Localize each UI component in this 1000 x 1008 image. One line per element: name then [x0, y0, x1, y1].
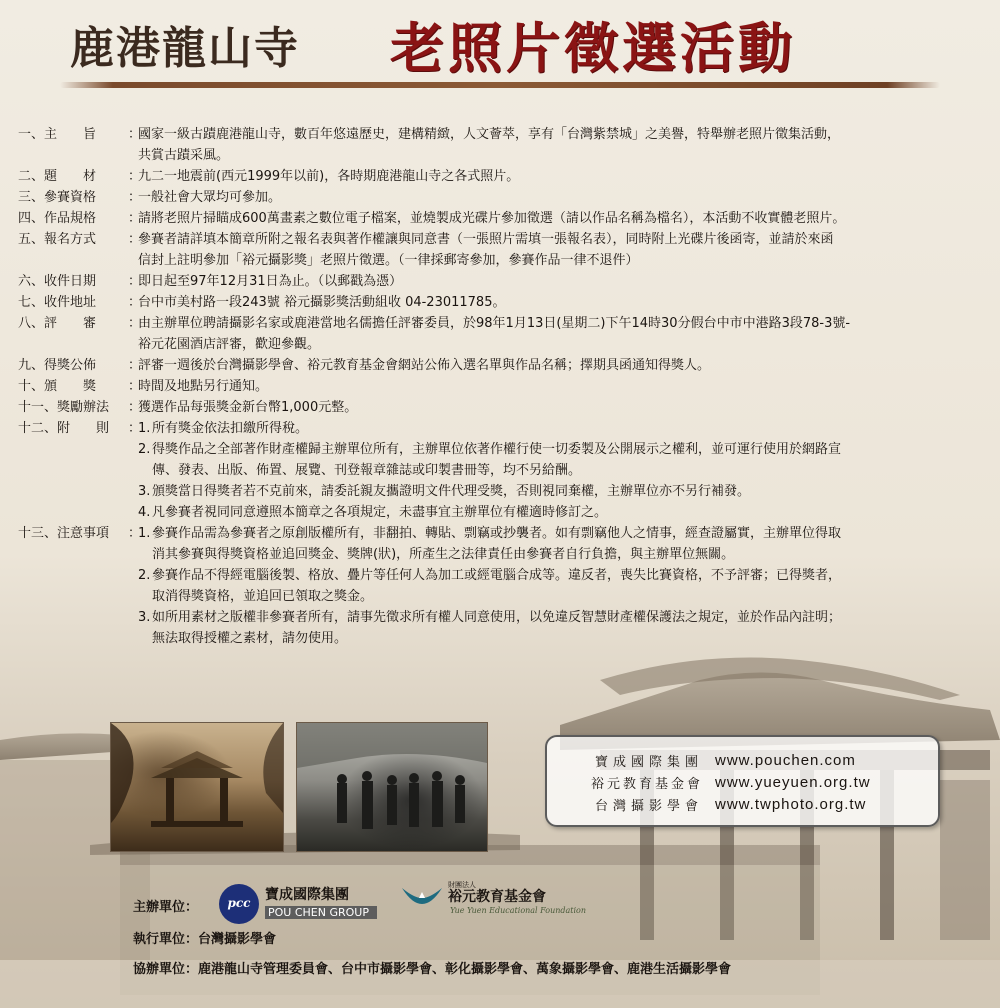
- rule-row: [18, 292, 988, 313]
- rule-row: [18, 187, 988, 208]
- co-value: 鹿港龍山寺管理委員會、台中市攝影學會、彰化攝影學會、萬象攝影學會、鹿港生活攝影學會: [198, 962, 732, 977]
- rule-text: [138, 376, 988, 397]
- rule-colon: ：: [128, 274, 142, 289]
- yue-yuen-name: 裕元教育基金會: [448, 889, 546, 905]
- rule-row: [18, 208, 988, 229]
- item-line: 無法取得授權之素材，請勿使用。: [152, 631, 348, 646]
- pou-chen-logo-text: pcc: [227, 896, 251, 910]
- notes-item: [138, 523, 988, 565]
- website-org: 台灣攝影學會: [594, 798, 703, 814]
- rule-line: 時間及地點另行通知。: [138, 379, 269, 394]
- rule-label: 十一、獎勵辦法: [18, 400, 110, 415]
- rule-colon: ：: [128, 295, 142, 310]
- appendix-label: 十二、附 則: [18, 421, 110, 436]
- rule-line: 國家一級古蹟鹿港龍山寺，數百年悠遠歷史，建構精緻，人文薈萃，享有「台灣紫禁城」之美譽，特舉辦老照片徵集活動，: [138, 127, 841, 142]
- yue-yuen-logo: [400, 884, 444, 916]
- item-text: [152, 481, 988, 502]
- appendix-item: [138, 481, 988, 502]
- header: [0, 0, 1000, 80]
- rule-text: [138, 187, 988, 208]
- rule-line: 裕元花園酒店評審，歡迎參觀。: [138, 337, 321, 352]
- website-row: [547, 749, 938, 771]
- rule-line: 獲選作品每張獎金新台幣1,000元整。: [138, 400, 358, 415]
- rule-row: [18, 376, 988, 397]
- notes-item: [138, 565, 988, 607]
- rule-label: 七、收件地址: [18, 295, 97, 310]
- rule-text: [138, 397, 988, 418]
- rule-row: [18, 271, 988, 292]
- item-text: [152, 523, 988, 565]
- old-photo-crowd-at-temple: [296, 722, 488, 852]
- rule-colon: ：: [128, 127, 142, 142]
- rule-text: [138, 355, 988, 376]
- rule-label: 九、得獎公佈: [18, 358, 97, 373]
- rule-text: [138, 292, 988, 313]
- exec-unit: [133, 928, 276, 947]
- item-text: [152, 565, 988, 607]
- rule-text: [138, 208, 988, 229]
- notes-item: [138, 607, 988, 649]
- rule-line: 評審一週後於台灣攝影學會、裕元教育基金會網站公佈入選名單與作品名稱；擇期具函通知得獎人。: [138, 358, 711, 373]
- rule-colon: ：: [128, 379, 142, 394]
- rule-label: 八、評 審: [18, 316, 97, 331]
- title-event-name: 老照片徵選活動: [390, 16, 796, 80]
- rule-row: [18, 124, 988, 166]
- rules-list: [18, 124, 988, 649]
- item-text: [152, 439, 988, 481]
- rule-colon: ：: [128, 400, 142, 415]
- item-number: 3.: [138, 484, 151, 499]
- rule-colon: ：: [128, 526, 142, 541]
- notes-items: [138, 523, 988, 649]
- rule-line: 由主辦單位聘請攝影名家或鹿港當地名儒擔任評審委員，於98年1月13日(星期二)下午14時30分假台中市中港路3段78-3號-: [138, 316, 851, 331]
- appendix-section: [18, 418, 988, 523]
- rule-label: 六、收件日期: [18, 274, 97, 289]
- rule-text: [138, 124, 988, 166]
- rule-line: 信封上註明參加「裕元攝影獎」老照片徵選。（一律採郵寄參加，參賽作品一律不退件）: [138, 253, 639, 268]
- website-url[interactable]: www.pouchen.com: [715, 751, 856, 769]
- rule-row: [18, 355, 988, 376]
- co-label: 協辦單位：: [133, 962, 199, 977]
- item-number: 1.: [138, 421, 151, 436]
- item-number: 4.: [138, 505, 151, 520]
- rule-text: [138, 166, 988, 187]
- header-brush-underline: [60, 82, 940, 88]
- exec-value: 台灣攝影學會: [198, 932, 277, 947]
- rule-label: 一、主 旨: [18, 127, 97, 142]
- rule-line: 即日起至97年12月31日為止。（以郵戳為憑）: [138, 274, 403, 289]
- website-url[interactable]: www.twphoto.org.tw: [715, 795, 867, 813]
- item-line: 參賽作品需為參賽者之原創版權所有，非翻拍、轉貼、剽竊或抄襲者。如有剽竊他人之情事，經查證屬實，主辦單位得取: [152, 526, 842, 541]
- item-number: 3.: [138, 610, 151, 625]
- rule-line: 參賽者請詳填本簡章所附之報名表與著作權讓與同意書（一張照片需填一張報名表），同時附上光碟片後函寄，並請於來函: [138, 232, 834, 247]
- website-org: 裕元教育基金會: [590, 776, 703, 792]
- old-photo-temple-pavilion: [110, 722, 284, 852]
- websites-box: [545, 735, 940, 827]
- rule-colon: ：: [128, 190, 142, 205]
- rule-row: [18, 397, 988, 418]
- pou-chen-english-name: POU CHEN GROUP: [265, 906, 377, 919]
- website-row: [547, 771, 938, 793]
- item-number: 2.: [138, 568, 151, 583]
- rule-line: 一般社會大眾均可參加。: [138, 190, 282, 205]
- item-line: 參賽作品不得經電腦後製、格放、疊片等任何人為加工或經電腦合成等。違反者，喪失比賽資格，不予評審；已得獎者，: [152, 568, 842, 583]
- item-line: 消其參賽與得獎資格並追回獎金、獎牌(狀)，所產生之法律責任由參賽者自行負擔，與主辦單位無關。: [152, 547, 735, 562]
- rule-colon: ：: [128, 211, 142, 226]
- item-number: 1.: [138, 526, 151, 541]
- rule-row: [18, 313, 988, 355]
- rule-row: [18, 229, 988, 271]
- notes-label: 十三、注意事項: [18, 526, 110, 541]
- host-label: 主辦單位：: [133, 900, 199, 915]
- exec-label: 執行單位：: [133, 932, 199, 947]
- appendix-items: [138, 418, 988, 523]
- item-line: 傳、發表、出版、佈置、展覽、刊登報章雜誌或印製書冊等，均不另給酬。: [152, 463, 582, 478]
- item-line: 得獎作品之全部著作財產權歸主辦單位所有，主辦單位依著作權行使一切委製及公開展示之權利，並可運行使用於網路宣: [152, 442, 842, 457]
- rule-label: 三、參賽資格: [18, 190, 97, 205]
- rule-colon: ：: [128, 316, 142, 331]
- website-row: [547, 793, 938, 815]
- rule-label: 十、頒 獎: [18, 379, 97, 394]
- rule-text: [138, 313, 988, 355]
- rule-colon: ：: [128, 169, 142, 184]
- item-number: 2.: [138, 442, 151, 457]
- item-text: [152, 418, 988, 439]
- yue-yuen-prefix: 財團法人: [448, 881, 476, 889]
- website-url[interactable]: www.yueyuen.org.tw: [715, 773, 871, 791]
- rule-label: 五、報名方式: [18, 232, 97, 247]
- rule-text: [138, 271, 988, 292]
- rule-colon: ：: [128, 232, 142, 247]
- rule-line: 共賞古蹟采風。: [138, 148, 230, 163]
- item-line: 凡參賽者視同同意遵照本簡章之各項規定，未盡事宜主辦單位有權適時修訂之。: [152, 505, 608, 520]
- pou-chen-logo: [219, 884, 259, 924]
- notes-section: [18, 523, 988, 649]
- appendix-item: [138, 502, 988, 523]
- appendix-item: [138, 439, 988, 481]
- rule-row: [18, 166, 988, 187]
- rule-line: 請將老照片掃瞄成600萬畫素之數位電子檔案，並燒製成光碟片參加徵選（請以作品名稱為檔名），本活動不收實體老照片。: [138, 211, 846, 226]
- rule-line: 台中市美村路一段243號 裕元攝影獎活動組收 04-23011785。: [138, 295, 506, 310]
- rule-label: 二、題 材: [18, 169, 97, 184]
- title-temple-name: 鹿港龍山寺: [70, 23, 300, 74]
- yue-yuen-english-name: Yue Yuen Educational Foundation: [450, 906, 587, 915]
- rule-line: 九二一地震前(西元1999年以前)，各時期鹿港龍山寺之各式照片。: [138, 169, 520, 184]
- rule-colon: ：: [128, 421, 142, 436]
- pou-chen-name: 寶成國際集團: [265, 887, 349, 903]
- appendix-item: [138, 418, 988, 439]
- item-line: 如所用素材之版權非參賽者所有，請事先徵求所有權人同意使用，以免違反智慧財產權保護法之規定，並於作品內註明；: [152, 610, 842, 625]
- website-org: 寶成國際集團: [594, 754, 703, 770]
- item-line: 所有獎金依法扣繳所得稅。: [152, 421, 309, 436]
- rule-text: [138, 229, 988, 271]
- rule-label: 四、作品規格: [18, 211, 97, 226]
- rule-colon: ：: [128, 358, 142, 373]
- co-organizer: [133, 958, 731, 977]
- item-text: [152, 607, 988, 649]
- item-text: [152, 502, 988, 523]
- item-line: 頒獎當日得獎者若不克前來，請委託親友攜證明文件代理受獎，否則視同棄權，主辦單位亦不另行補發。: [152, 484, 751, 499]
- item-line: 取消得獎資格，並追回已領取之獎金。: [152, 589, 374, 604]
